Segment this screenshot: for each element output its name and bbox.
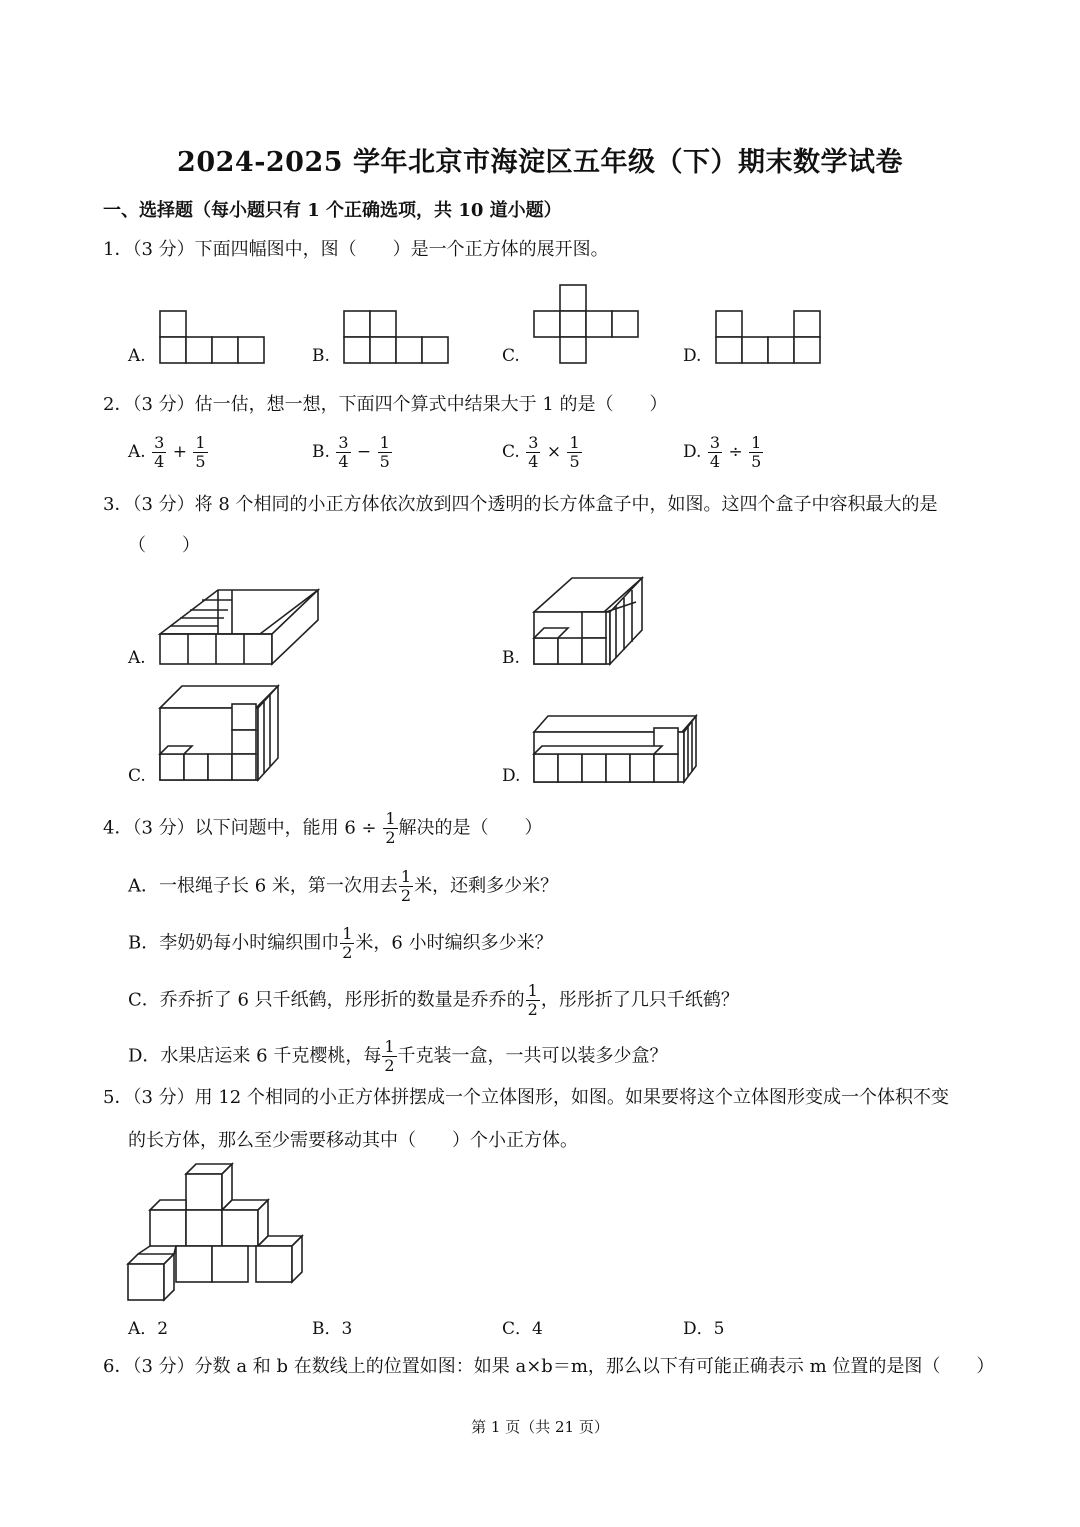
fraction: $\frac{3}{4}$ [528,433,539,471]
q1-net-b-figure [342,309,452,365]
q5-cube-stack-figure [126,1160,308,1302]
q2-option-d [683,434,764,471]
q3-box-c-figure [158,684,283,784]
q2-option-a [128,434,209,471]
question-3-stem-line1: 3．（3 分）将 8 个相同的小正方体依次放到四个透明的长方体盒子中，如图。这四个盒子中容积最大的是 [103,494,938,515]
q3-box-b-figure [532,576,647,668]
section-heading: 一、选择题（每小题只有 1 个正确选项，共 10 道小题） [103,200,562,221]
q5-option-a: A．2 [128,1319,169,1339]
question-5-stem-line2: 的长方体，那么至少需要移动其中（ ）个小正方体。 [128,1130,578,1151]
question-2-stem: 2．（3 分）估一估，想一想，下面四个算式中结果大于 1 的是（ ） [103,394,668,415]
operator: + [172,442,187,462]
fraction-one-half: $\frac{1}{2}$ [342,924,353,962]
q3-option-d-label: D. [502,766,521,786]
fraction-one-half: $\frac{1}{2}$ [527,981,538,1019]
q3-option-c-label: C. [128,766,146,786]
operator: × [546,442,562,462]
q4-option-a: A．一根绳子长 6 米，第一次用去 $\frac{1}{2}$ 米，还剩多少米？ [128,867,559,905]
q2-option-d-label: D. [683,442,702,462]
q2-option-b [312,434,393,471]
q2-option-b-label: B. [312,442,330,462]
q1-net-a-figure [158,309,268,365]
q5-option-b: B．3 [312,1319,353,1339]
fraction: $\frac{3}{4}$ [154,433,165,471]
fraction-one-half: $\frac{1}{2}$ [384,1037,395,1075]
q5-option-d: D．5 [683,1319,725,1339]
page-title: 2024-2025 学年北京市海淀区五年级（下）期末数学试卷 [177,147,903,178]
q3-box-a-figure [158,586,323,668]
q1-option-c-label: C. [502,346,520,366]
fraction: $\frac{3}{4}$ [709,433,721,471]
fraction: $\frac{1}{5}$ [195,433,206,471]
question-6-stem: 6．（3 分）分数 a 和 b 在数线上的位置如图：如果 a×b＝m，那么以下有可能正确表示 m 位置的是图（ ） [103,1356,995,1377]
q1-net-c-figure [532,283,642,365]
q2-option-c-label: C. [502,442,520,462]
q4-option-c: C．乔乔折了 6 只千纸鹤，彤彤折的数量是乔乔的 $\frac{1}{2}$ ，彤彤折了几只千纸鹤？ [128,981,739,1019]
fraction-one-half: $\frac{1}{2}$ [385,809,396,847]
fraction: $\frac{1}{5}$ [379,433,390,471]
q3-option-a-label: A. [128,648,146,668]
q2-option-a-label: A. [128,442,146,462]
page-footer: 第 1 页（共 21 页） [471,1418,609,1436]
q5-option-c: C．4 [502,1319,543,1339]
fraction-one-half: $\frac{1}{2}$ [400,867,412,905]
question-4-stem: 4．（3 分）以下问题中，能用 6 ÷ $\frac{1}{2}$ 解决的是（ ） [103,809,543,847]
operator: − [356,442,372,462]
q4-option-d: D．水果店运来 6 千克樱桃，每 $\frac{1}{2}$ 千克装一盒，一共可以装多少盒？ [128,1037,668,1075]
question-3-stem-line2: （ ） [128,535,200,556]
q2-option-c [502,434,583,471]
q1-net-d-figure [714,309,824,365]
fraction: $\frac{1}{5}$ [569,433,580,471]
fraction: $\frac{1}{5}$ [751,433,762,471]
operator: ÷ [728,442,743,462]
q1-option-b-label: B. [312,346,330,366]
q4-option-b: B．李奶奶每小时编织围巾 $\frac{1}{2}$ 米，6 小时编织多少米？ [128,924,553,962]
q3-box-d-figure [532,714,700,786]
q1-option-a-label: A. [128,346,146,366]
fraction: $\frac{3}{4}$ [338,433,349,471]
q3-option-b-label: B. [502,648,520,668]
question-1-stem: 1．（3 分）下面四幅图中，图（ ）是一个正方体的展开图。 [103,239,609,260]
q1-option-d-label: D. [683,346,702,366]
question-5-stem-line1: 5．（3 分）用 12 个相同的小正方体拼摆成一个立体图形，如图。如果要将这个立体图形变成一个体积不变 [103,1087,949,1108]
